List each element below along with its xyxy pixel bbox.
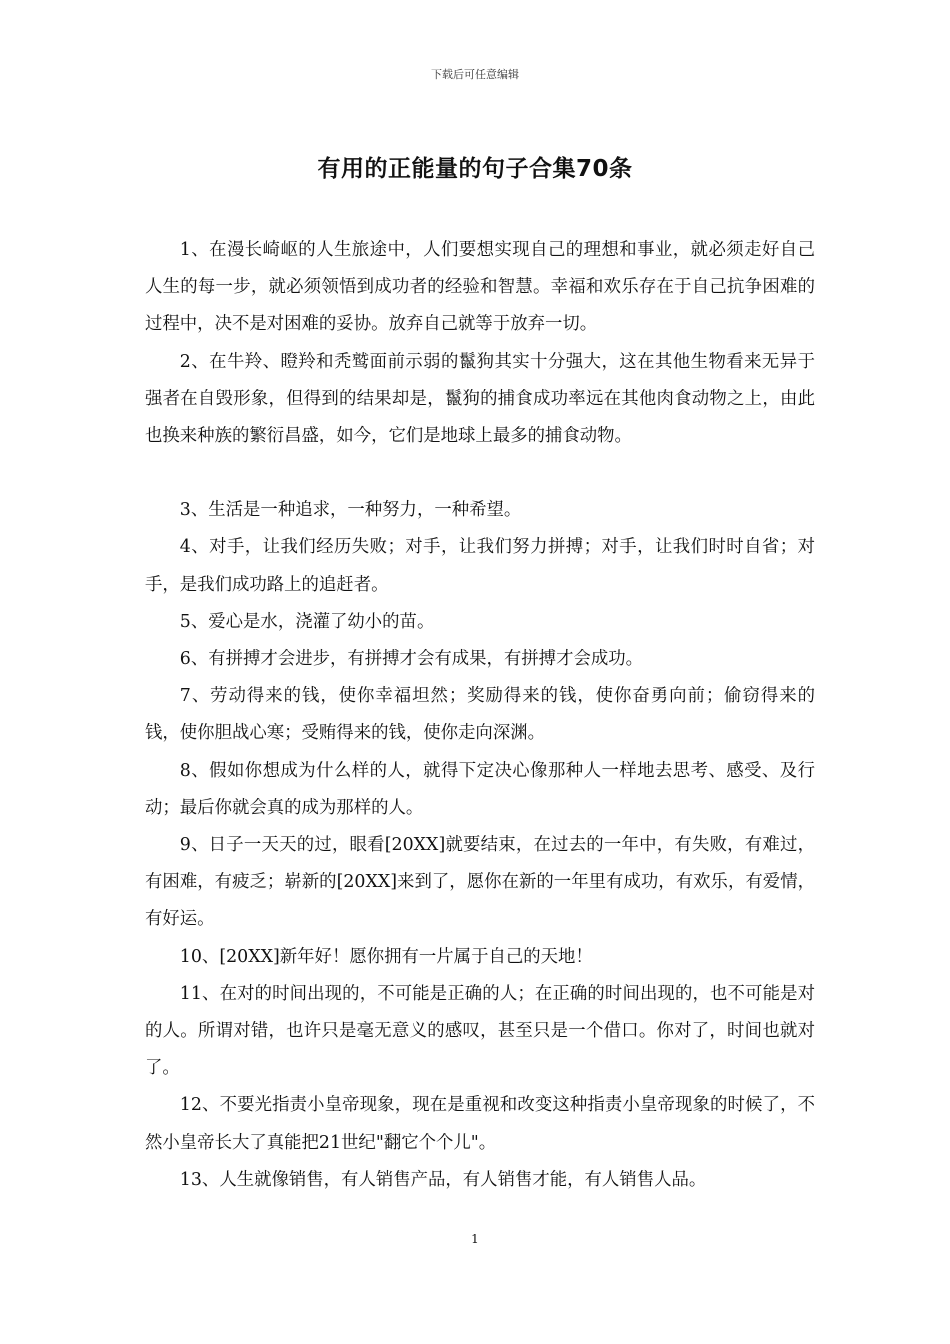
- paragraph-11: 11、在对的时间出现的，不可能是正确的人；在正确的时间出现的，也不可能是对的人。所谓对错，也许只是毫无意义的感叹，甚至只是一个借口。你对了，时间也就对了。: [145, 983, 815, 1079]
- paragraph-3: 3、生活是一种追求，一种努力，一种希望。: [179, 500, 522, 521]
- paragraph-4: 4、对手，让我们经历失败；对手，让我们努力拼搏；对手，让我们时时自省；对手，是我们成功路上的追赶者。: [145, 537, 815, 595]
- paragraph-13: 13、人生就像销售，有人销售产品，有人销售才能，有人销售人品。: [179, 1169, 707, 1190]
- paragraph-7: 7、劳动得来的钱，使你幸福坦然；奖励得来的钱，使你奋勇向前；偷窃得来的钱，使你胆战心寒；受贿得来的钱，使你走向深渊。: [145, 686, 815, 744]
- page-header-note: 下载后可任意编辑: [431, 68, 519, 81]
- paragraph-5: 5、爱心是水，浇灌了幼小的苗。: [179, 611, 435, 632]
- document-title: 有用的正能量的句子合集70条: [317, 156, 633, 182]
- paragraph-12: 12、不要光指责小皇帝现象，现在是重视和改变这种指责小皇帝现象的时候了，不然小皇帝长大了真能把21世纪"翻它个个儿"。: [145, 1095, 815, 1153]
- page-number: 1: [471, 1232, 479, 1246]
- paragraph-9: 9、日子一天天的过，眼看[20XX]就要结束，在过去的一年中，有失败，有难过，有困难，有疲乏；崭新的[20XX]来到了，愿你在新的一年里有成功，有欢乐，有爱情，有好运。: [145, 835, 815, 930]
- paragraph-1: 1、在漫长崎岖的人生旅途中，人们要想实现自己的理想和事业，就必须走好自己人生的每一步，就必须领悟到成功者的经验和智慧。幸福和欢乐存在于自己抗争困难的过程中，决不是对困难的妥协。放弃自己就等于放弃一切。: [145, 240, 815, 335]
- paragraph-2: 2、在牛羚、瞪羚和秃鹫面前示弱的鬣狗其实十分强大，这在其他生物看来无异于强者在自毁形象，但得到的结果却是，鬣狗的捕食成功率远在其他肉食动物之上，由此也换来种族的繁衍昌盛，如今，它们是地球上最多的捕食动物。: [145, 351, 815, 447]
- paragraph-6: 6、有拼搏才会进步，有拼搏才会有成果，有拼搏才会成功。: [179, 649, 644, 670]
- document-body: [145, 232, 815, 1199]
- paragraph-8: 8、假如你想成为什么样的人，就得下定决心像那种人一样地去思考、感受、及行动；最后你就会真的成为那样的人。: [145, 760, 815, 818]
- paragraph-10: 10、[20XX]新年好！愿你拥有一片属于自己的天地！: [179, 946, 593, 967]
